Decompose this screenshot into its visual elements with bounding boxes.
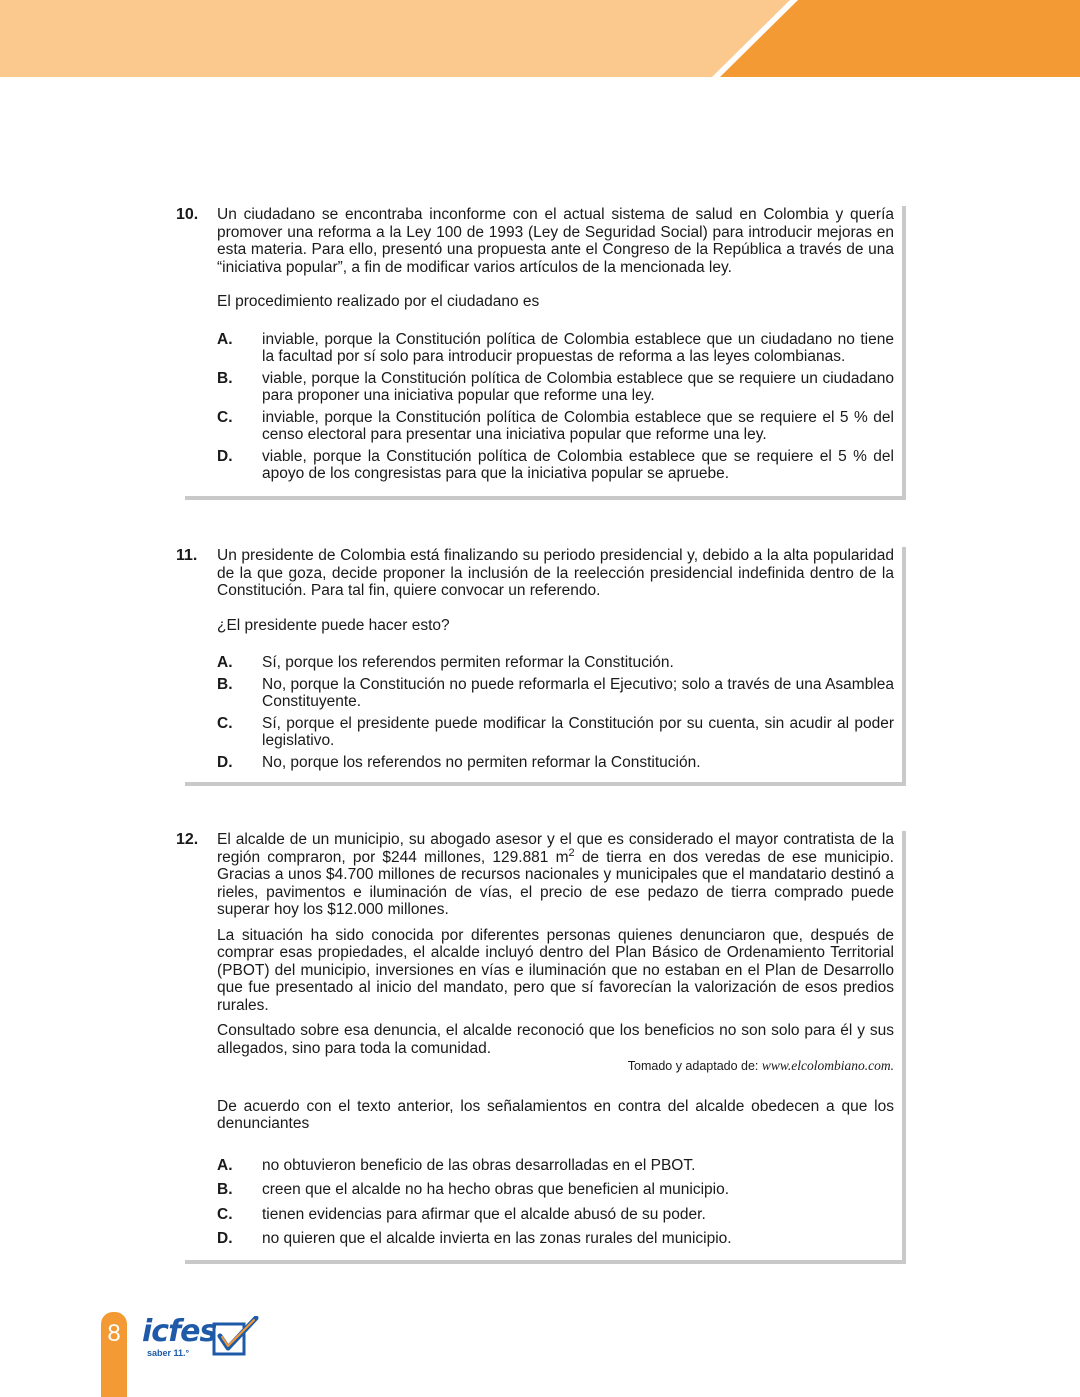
question-stem: El procedimiento realizado por el ciudadano es: [217, 293, 540, 310]
option-text: Sí, porque los referendos permiten reformar la Constitución.: [262, 654, 674, 671]
option-text: viable, porque la Constitución política de Colombia establece que se requiere el 5 % del apoyo de los congresistas para que la iniciativa popular se apruebe.: [262, 447, 894, 482]
superscript: 2: [568, 846, 575, 859]
question-stem: ¿El presidente puede hacer esto?: [217, 616, 450, 634]
source-url: www.elcolombiano.com: [761, 1058, 891, 1073]
option-c[interactable]: [217, 409, 894, 444]
option-text: inviable, porque la Constitución política de Colombia establece que se requiere el 5 % del censo electoral para presentar una iniciativa popular que reforme una ley.: [262, 408, 894, 443]
option-letter: B.: [217, 369, 233, 387]
option-text: creen que el alcalde no ha hecho obras que beneficien al municipio.: [262, 1181, 730, 1198]
question-paragraph: Consultado sobre esa denuncia, el alcalde reconoció que los beneficios no son solo para él y sus allegados, sino para toda la comunidad.: [217, 1022, 894, 1057]
option-text: No, porque los referendos no permiten reformar la Constitución.: [262, 753, 701, 771]
answer-options: [217, 654, 894, 771]
option-letter: D.: [217, 447, 233, 465]
question-number: 12.: [176, 831, 199, 848]
option-b[interactable]: [217, 676, 894, 711]
option-d[interactable]: [217, 1230, 894, 1248]
logo-tagline: saber 11.°: [147, 1348, 190, 1358]
source-label: Tomado y adaptado de:: [627, 1059, 762, 1073]
option-text: viable, porque la Constitución política de Colombia establece que se requiere un ciudadano para proponer una iniciativa popular que reforme una ley.: [262, 369, 894, 404]
question-paragraph: La situación ha sido conocida por diferentes personas quienes denunciaron que, después de comprar esas propiedades, el alcalde incluyó dentro del Plan Básico de Ordenamiento Territorial (PBOT) del municipio, inversiones en vías e iluminación que no estaban en el Plan de Desarrollo que fue presentado al inicio del mandato, pero que sí favorecían la valorización de esos predios rurales.: [217, 926, 894, 1014]
question-body: [217, 547, 894, 771]
icfes-logo: [142, 1314, 262, 1364]
question-12: [176, 831, 906, 1252]
option-c[interactable]: [217, 1206, 894, 1224]
option-letter: D.: [217, 753, 233, 771]
option-b[interactable]: [217, 1181, 894, 1199]
question-stem: De acuerdo con el texto anterior, los señalamientos en contra del alcalde obedecen a que los denunciantes: [217, 1097, 894, 1132]
question-body: [217, 831, 894, 1248]
question-11: [176, 547, 906, 775]
option-a[interactable]: [217, 1157, 894, 1175]
option-text: tienen evidencias para afirmar que el alcalde abusó de su poder.: [262, 1205, 706, 1223]
header-band: [0, 0, 1080, 77]
question-paragraph: Un presidente de Colombia está finalizando su periodo presidencial y, debido a la alta popularidad de la que goza, decide proponer la inclusión de la reelección presidencial indefinida dentro de la Constitución. Para tal fin, quiere convocar un referendo.: [217, 547, 894, 599]
question-number: 10.: [176, 206, 199, 223]
option-text: no obtuvieron beneficio de las obras desarrolladas en el PBOT.: [262, 1156, 696, 1174]
option-text: No, porque la Constitución no puede reformarla el Ejecutivo; solo a través de una Asamblea Constituyente.: [262, 675, 894, 710]
option-letter: D.: [217, 1230, 233, 1247]
option-d[interactable]: [217, 754, 894, 772]
logo-wordmark: icfes: [142, 1314, 217, 1349]
option-letter: A.: [217, 330, 233, 348]
question-paragraph: [217, 831, 894, 919]
option-text: no quieren que el alcalde invierta en las zonas rurales del municipio.: [262, 1230, 732, 1247]
paragraph-text: El alcalde de un municipio, su abogado asesor y el que es considerado el mayor contratista de la región compraron, por $244 millones, 129.881 m: [217, 831, 894, 866]
option-letter: C.: [217, 1205, 233, 1223]
checkbox-check-icon: [212, 1316, 260, 1360]
option-a[interactable]: [217, 654, 894, 672]
question-paragraph: Un ciudadano se encontraba inconforme con el actual sistema de salud en Colombia y quería promover una reforma a la Ley 100 de 1993 (Ley de Seguridad Social) para introducir mejoras en esta materia. Para ello, presentó una propuesta ante el Congreso de la República a través de una “iniciativa popular”, a fin de modificar varios artículos de la mencionada ley.: [217, 206, 894, 276]
option-text: inviable, porque la Constitución política de Colombia establece que un ciudadano no tiene la facultad por sí solo para introducir propuestas de reforma a las leyes colombianas.: [262, 330, 894, 365]
option-letter: A.: [217, 1156, 233, 1174]
option-text: Sí, porque el presidente puede modificar la Constitución por su cuenta, sin acudir al poder legislativo.: [262, 714, 894, 749]
option-b[interactable]: [217, 370, 894, 405]
option-a[interactable]: [217, 331, 894, 366]
option-letter: B.: [217, 675, 233, 693]
option-letter: A.: [217, 654, 233, 671]
paragraph-text: de tierra en dos veredas de ese municipio. Gracias a unos $4.700 millones de recursos nacionales y municipales que el mandatario destinó a rieles, pavimentos e iluminación de vías, el precio de ese pedazo de tierra comprado puede superar hoy los $12.000 millones.: [217, 848, 894, 918]
question-10: [176, 206, 906, 487]
option-letter: C.: [217, 714, 233, 732]
source-end: .: [890, 1058, 894, 1073]
answer-options: [217, 331, 894, 483]
option-letter: B.: [217, 1181, 233, 1198]
question-body: [217, 206, 894, 483]
option-c[interactable]: [217, 715, 894, 750]
question-number: 11.: [176, 547, 198, 564]
option-letter: C.: [217, 408, 233, 426]
header-decoration: [0, 0, 1080, 77]
option-d[interactable]: [217, 448, 894, 483]
source-citation: [217, 1057, 894, 1076]
answer-options: [217, 1157, 894, 1248]
page-number: 8: [107, 1320, 121, 1347]
